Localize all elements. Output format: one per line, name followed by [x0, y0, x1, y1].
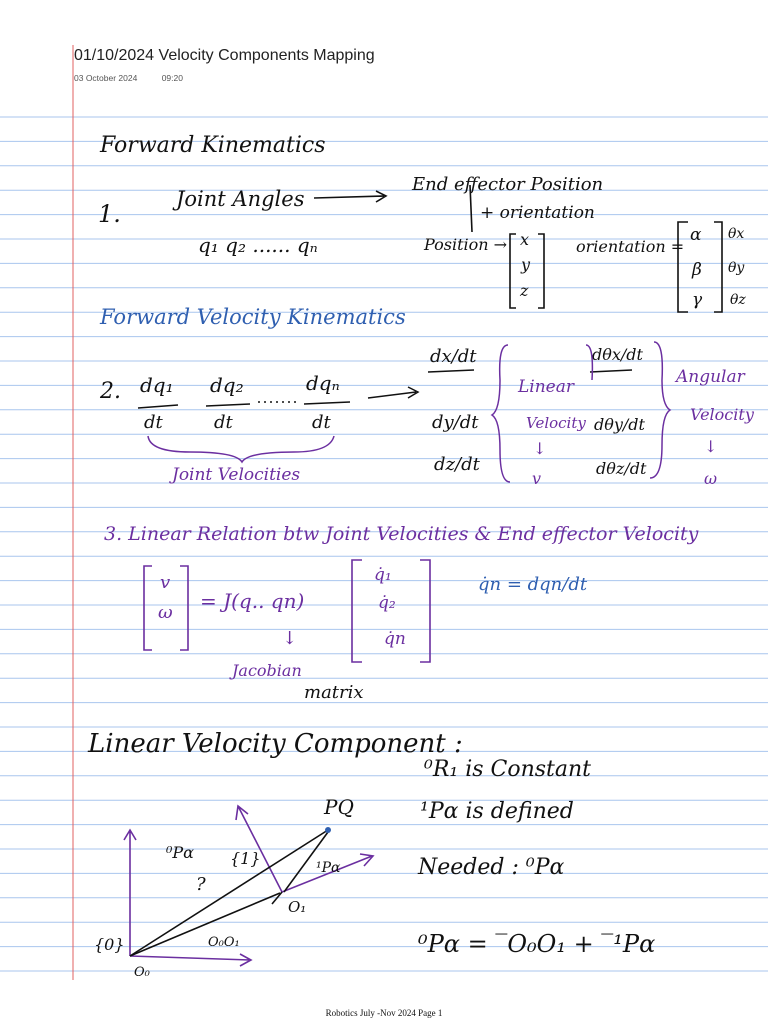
- angular-omega: ω: [704, 469, 718, 488]
- dthetax-dt: dθx/dt: [592, 345, 643, 364]
- page-date: 03 October 2024: [74, 73, 138, 83]
- rhs-q1dot: q̇₁: [374, 565, 392, 585]
- theta-x: θx: [728, 226, 745, 242]
- note-equation: ⁰Pα = ‾O₀O₁ + ‾¹Pα: [418, 930, 656, 958]
- label-frame0: {0}: [94, 935, 125, 954]
- end-effector-text: End effector Position: [412, 174, 604, 195]
- label-o0o1: O₀O₁: [208, 935, 240, 950]
- angular-label: Angular: [676, 367, 745, 387]
- arrow-icon: [314, 191, 386, 202]
- dqn: dqₙ: [306, 371, 340, 395]
- dz-dt: dz/dt: [434, 454, 480, 475]
- angular-brace: [650, 342, 670, 478]
- angular-arrow: ↓: [704, 437, 718, 456]
- jacobian-equation: = J(q.. qn): [200, 589, 305, 613]
- label-question: ?: [196, 874, 206, 895]
- position-x: x: [520, 230, 530, 249]
- position-label: Position →: [424, 235, 508, 254]
- orientation-equals: orientation =: [576, 237, 685, 256]
- forward-velocity-heading: Forward Velocity Kinematics: [100, 305, 406, 329]
- position-z: z: [520, 281, 529, 300]
- dy-dt: dy/dt: [432, 412, 479, 433]
- orient-gamma: γ: [692, 290, 703, 310]
- fraction-bars-2: [428, 370, 632, 372]
- lhs-v: v: [160, 572, 171, 593]
- note-needed: Needed : ⁰Pα: [418, 855, 565, 880]
- dq2: dq₂: [210, 373, 244, 397]
- orient-alpha: α: [690, 225, 702, 245]
- label-1pa: ¹Pα: [316, 860, 341, 876]
- note-r1-constant: ⁰R₁ is Constant: [424, 757, 592, 782]
- forward-kinematics-heading: Forward Kinematics: [100, 133, 326, 158]
- label-frame1: {1}: [230, 849, 261, 868]
- matrix-label: matrix: [304, 682, 364, 703]
- arrow-icon: [368, 387, 418, 398]
- label-0pa: ⁰Pα: [166, 843, 194, 862]
- note-p-defined: ¹Pα is defined: [420, 799, 574, 824]
- theta-y: θy: [728, 260, 745, 276]
- orientation-text: + orientation: [480, 203, 595, 223]
- orient-beta: β: [692, 260, 702, 280]
- jacobian-label: Jacobian: [232, 661, 302, 680]
- lhs-omega: ω: [158, 602, 173, 623]
- linear-v: v: [532, 469, 542, 488]
- fraction-bars: [138, 402, 350, 408]
- dx-dt: dx/dt: [430, 346, 477, 367]
- linear-velocity-heading: Linear Velocity Component :: [88, 729, 463, 759]
- page-title: 01/10/2024 Velocity Components Mapping: [74, 47, 375, 64]
- dq2-dt: dt: [214, 412, 233, 433]
- dthetaz-dt: dθz/dt: [596, 459, 647, 478]
- vector-o0o1: [130, 893, 280, 956]
- vector-diagram: [94, 795, 373, 980]
- joint-angles-text: Joint Angles: [176, 187, 305, 211]
- section-2-number: 2.: [100, 379, 121, 404]
- linear-brace-left: [492, 345, 510, 482]
- section-1-number: 1.: [98, 200, 121, 228]
- jacobian-arrow: ↓: [282, 628, 298, 649]
- rhs-qndot: q̇n: [384, 629, 406, 649]
- label-o1: O₁: [288, 898, 307, 916]
- dq1-dt: dt: [144, 412, 163, 433]
- joint-velocity-brace: [148, 436, 334, 462]
- linear-label: Linear: [518, 377, 574, 397]
- theta-z: θz: [730, 292, 746, 308]
- angular-velocity-label: Velocity: [690, 405, 754, 424]
- linear-velocity-label: Velocity: [526, 414, 586, 432]
- page-time: 09:20: [161, 73, 183, 83]
- label-pq: PQ: [324, 795, 354, 819]
- label-o0: O₀: [134, 965, 150, 980]
- page-footer: Robotics July -Nov 2024 Page 1: [325, 1008, 443, 1018]
- dthetay-dt: dθy/dt: [594, 415, 645, 434]
- section-3-heading: 3. Linear Relation btw Joint Velocities & End effector Velocity: [104, 523, 699, 545]
- point-q: [325, 827, 331, 833]
- position-y: y: [521, 255, 531, 274]
- qdot-definition: q̇n = dqn/dt: [478, 574, 588, 595]
- joint-velocities-label: Joint Velocities: [172, 465, 301, 485]
- rhs-q2dot: q̇₂: [378, 593, 396, 613]
- dqn-dt: dt: [312, 412, 331, 433]
- joint-variables: q₁ q₂ ...... qₙ: [198, 233, 318, 257]
- dq1: dq₁: [140, 373, 174, 397]
- linear-arrow: ↓: [533, 439, 547, 458]
- frame0-y-axis: [124, 830, 136, 956]
